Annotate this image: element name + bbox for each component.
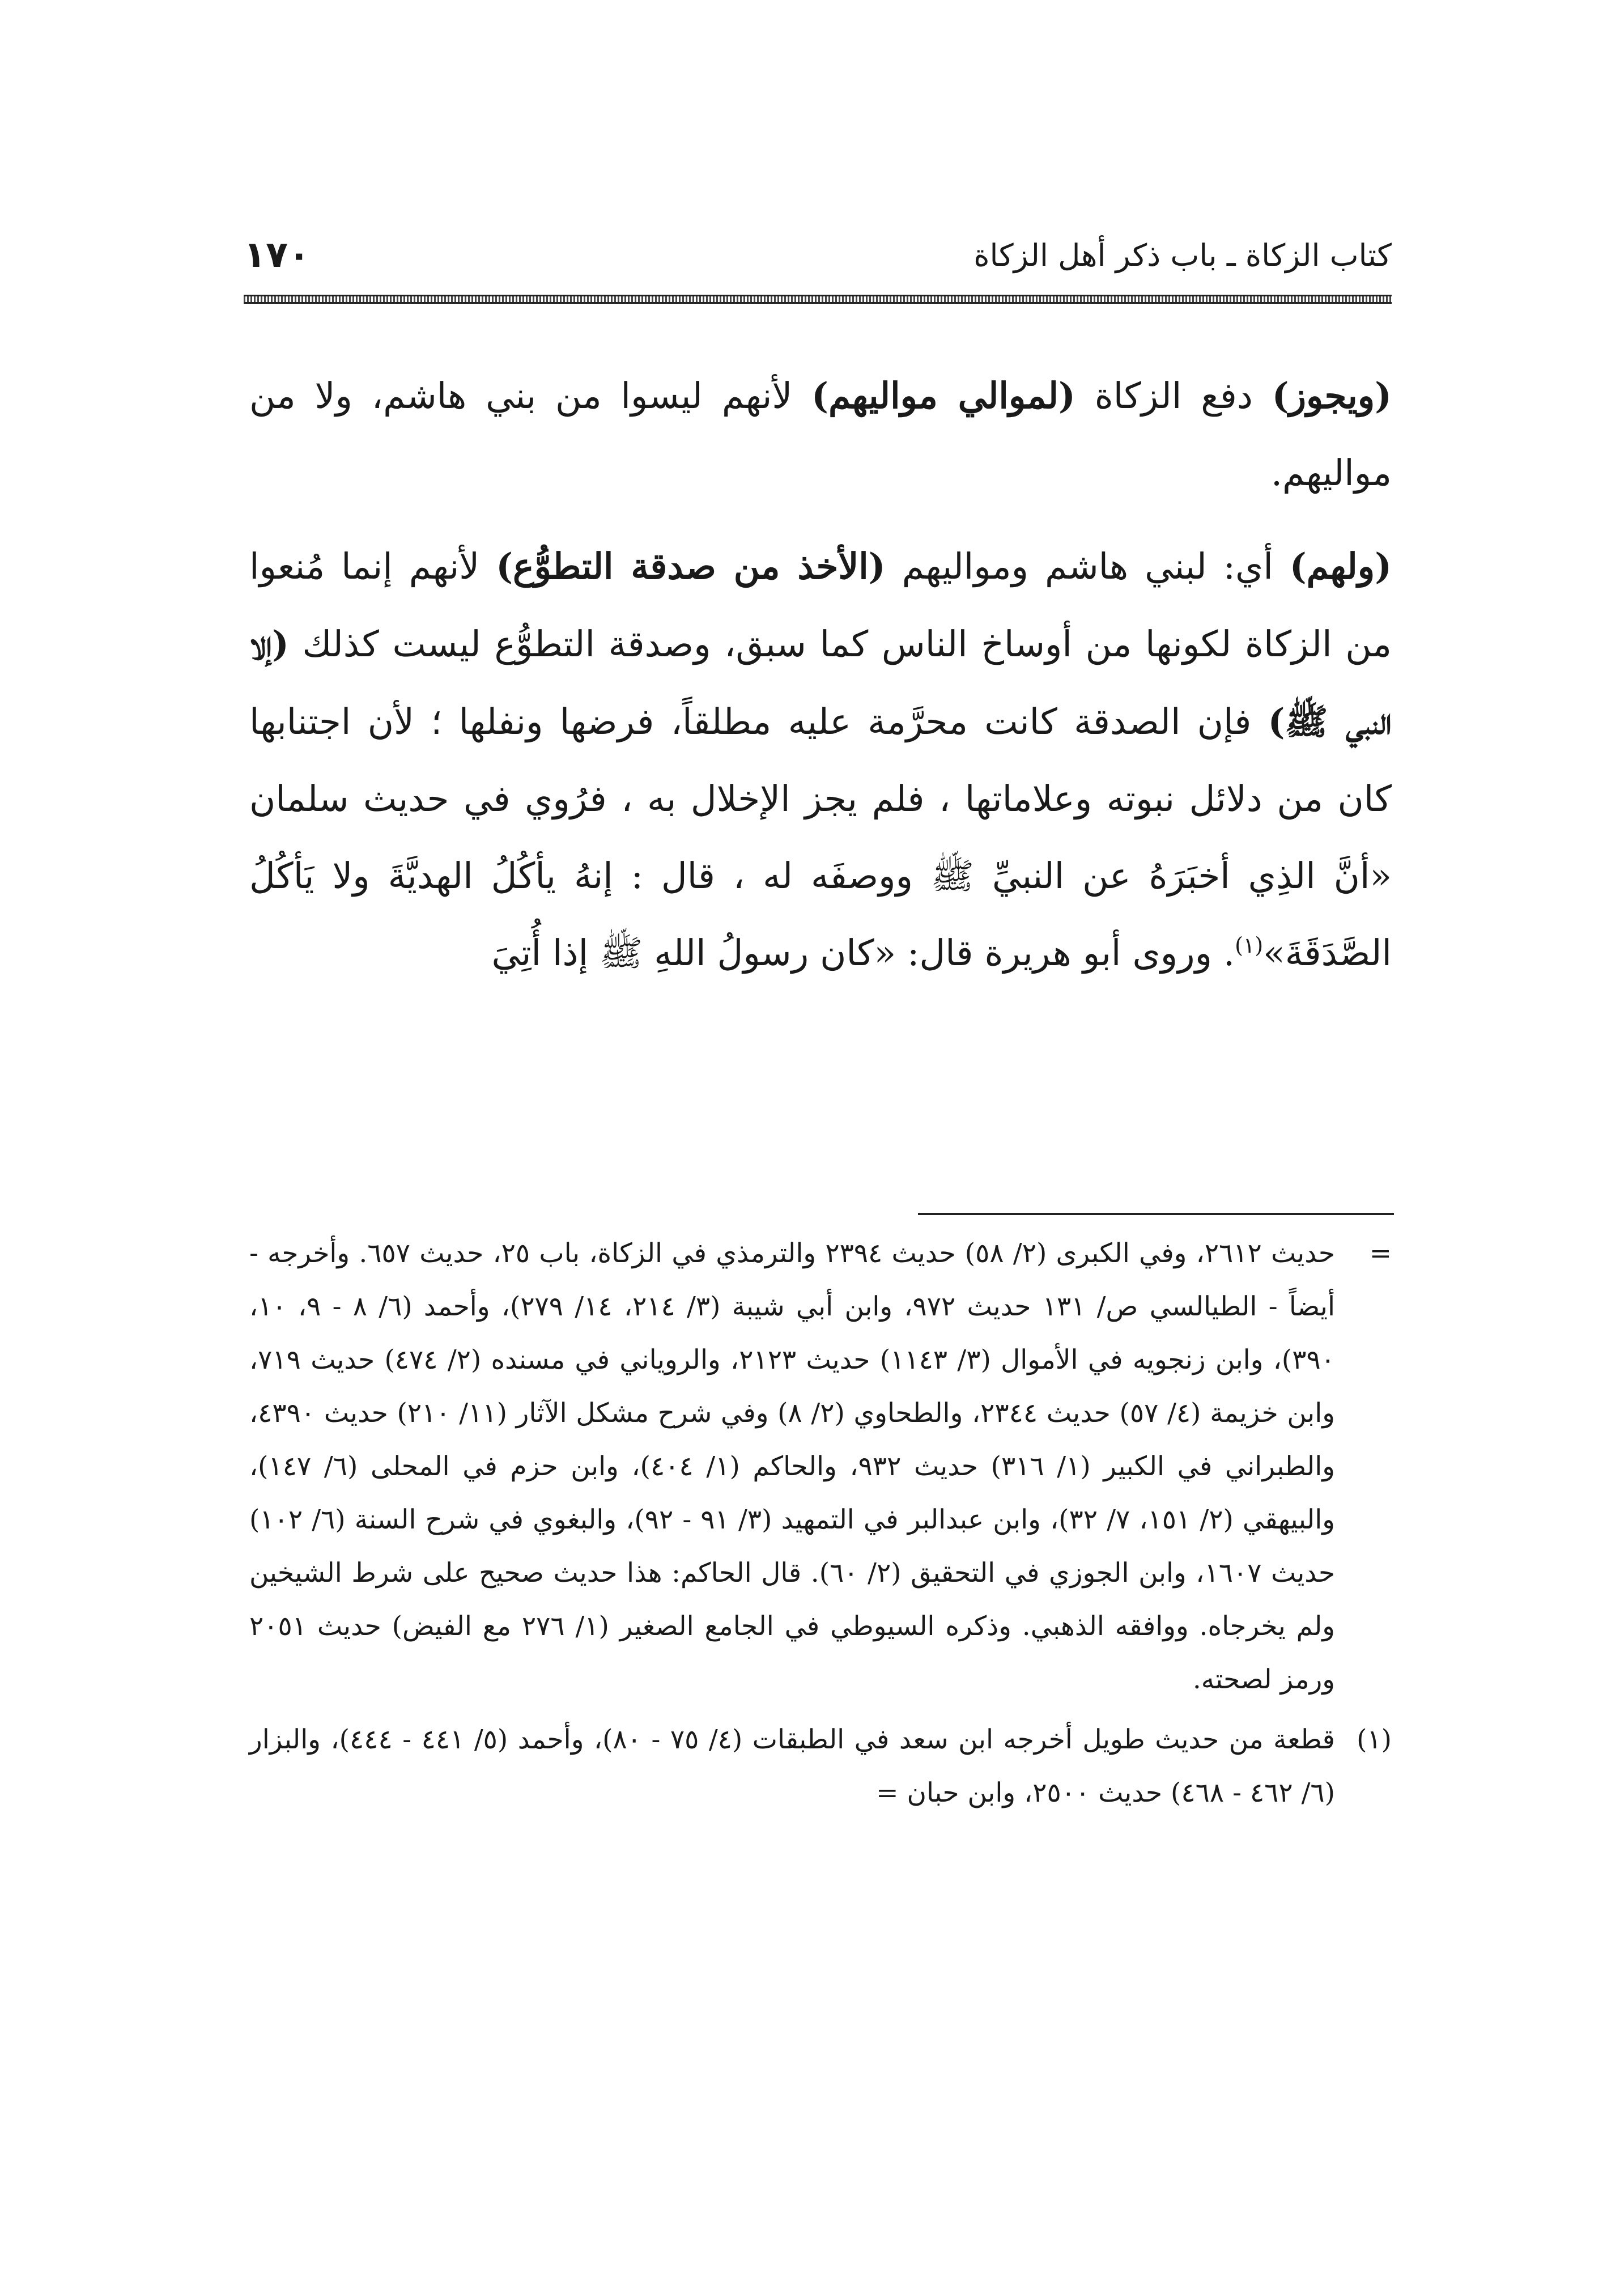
matn-term: (ويجوز) <box>1272 375 1392 417</box>
matn-term: (لموالي مواليهم) <box>811 375 1075 417</box>
footnote-separator <box>918 1213 1394 1215</box>
commentary-text: دفع الزكاة <box>1075 375 1272 417</box>
header-rule <box>244 295 1392 304</box>
commentary-text: أي: لبني هاشم ومواليهم <box>885 546 1290 587</box>
matn-term: (الأخذ من صدقة التطوُّع) <box>496 545 886 587</box>
footnote-mark: (١) <box>1357 1724 1392 1755</box>
footnote-text: حديث ٢٦١٢، وفي الكبرى (٢/ ٥٨) حديث ٢٣٩٤ والترمذي في الزكاة، باب ٢٥، حديث ٦٥٧. وأخرجه - أيضاً - الطيالسي ص/ ١٣١ حديث ٩٧٢، وابن أبي شيبة (٣/ ٢١٤، ١٤/ ٢٧٩)، وأحمد (٦/ ٨ - ٩، ١٠، ٣٩٠)، وابن زنجويه في الأموال (٣/ ١١٤٣) حديث ٢١٢٣، والروياني في مسنده (٢/ ٤٧٤) حديث ٧١٩، وابن خزيمة (٤/ ٥٧) حديث ٢٣٤٤، والطحاوي (٢/ ٨) وفي شرح مشكل الآثار (١١/ ٢١٠) حديث ٤٣٩٠، والطبراني في الكبير (١/ ٣١٦) حديث ٩٣٢، والحاكم (١/ ٤٠٤)، وابن حزم في المحلى (٦/ ١٤٧)، والبيهقي (٢/ ١٥١، ٧/ ٣٢)، وابن عبدالبر في التمهيد (٣/ ٩١ - ٩٢)، والبغوي في شرح السنة (٦/ ١٠٢) حديث ١٦٠٧، وابن الجوزي في التحقيق (٢/ ٦٠). قال الحاكم: هذا حديث صحيح على شرط الشيخين ولم يخرجاه. ووافقه الذهبي. وذكره السيوطي في الجامع الصغير (١/ ٢٧٦ مع الفيض) حديث ٢٠٥١ ورمز لصحته. <box>249 1238 1336 1695</box>
commentary-text: لأنهم ليسوا من بني هاشم، ولا من مواليهم. <box>249 375 1392 494</box>
commentary-text: . وروى أبو هريرة قال: «كان رسولُ اللهِ ﷺ إذا أُتِيَ <box>491 932 1235 974</box>
footnote-text: قطعة من حديث طويل أخرجه ابن سعد في الطبقات (٤/ ٧٥ - ٨٠)، وأحمد (٥/ ٤٤١ - ٤٤٤)، والبزار (٦/ ٤٦٢ - ٤٦٨) حديث ٢٥٠٠، وابن حبان = <box>249 1724 1335 1808</box>
page-header <box>244 224 1392 286</box>
footnote-1 <box>249 1713 1392 1820</box>
commentary-text: لأنهم إنما مُنعوا من الزكاة لكونها من أوساخ الناس كما سبق، وصدقة التطوُّع ليست كذلك <box>249 546 1392 665</box>
matn-term: (إلا النبي ﷺ) <box>249 623 1392 742</box>
footnotes <box>249 1227 1392 1820</box>
paragraph-2 <box>249 528 1392 992</box>
commentary-text: فإن الصدقة كانت محرَّمة عليه مطلقاً، فرضها ونفلها ؛ لأن اجتنابها كان من دلائل نبوته وعلاماتها ، فلم يجز الإخلال به ، فرُوي في حديث سلمان «أنَّ الذِي أخبَرَهُ عن النبيِّ ﷺ ووصفَه له ، قال : إنهُ يأكُلُ الهديَّةَ ولا يَأكُلُ الصَّدَقَةَ» <box>249 701 1392 974</box>
main-text <box>249 357 1392 992</box>
page-number: ١٧٠ <box>244 234 311 276</box>
footnote-mark: = <box>1369 1238 1392 1269</box>
running-title: كتاب الزكاة ـ باب ذكر أهل الزكاة <box>973 237 1392 273</box>
paragraph-1 <box>249 357 1392 512</box>
footnote-reference: (١) <box>1235 933 1264 958</box>
footnote-continued <box>249 1227 1392 1706</box>
matn-term: (ولهم) <box>1289 545 1392 587</box>
